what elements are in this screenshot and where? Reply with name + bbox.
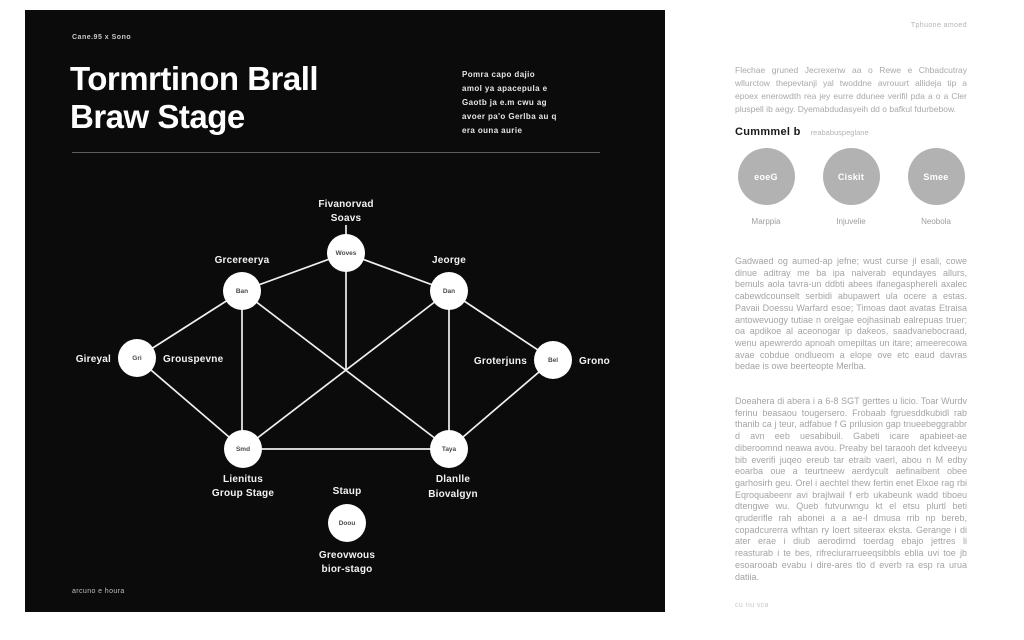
stat-item [735, 148, 797, 226]
diagram-node-text: Bel [547, 357, 559, 364]
diagram-node-text: Taya [441, 446, 457, 453]
diagram-edge [449, 360, 553, 449]
diagram-node-text: Doou [338, 520, 356, 527]
stat-circles [735, 148, 967, 226]
panel-bottom-note: arcuno e houra [72, 588, 125, 595]
diagram-node-text: Gri [132, 355, 142, 362]
diagram-label: Biovalgyn [428, 489, 478, 500]
stat-circle: eoeG [738, 148, 795, 205]
intro-line: Pomra capo dajio [462, 70, 536, 79]
diagram-label: Greovwous [318, 550, 376, 561]
page-title-line1: Tormrtinon Brall [70, 60, 319, 97]
intro-line: era ouna aurie [462, 126, 523, 135]
panel-top-note: Cane.95 x Sono [72, 34, 132, 41]
diagram-label: Staup [332, 486, 362, 497]
corner-note: Tphuone amoed [910, 22, 967, 29]
right-intro-paragraph: Flechae gruned Jecrexenw aa o Rewe e Chbadcutray wllurctow thepevtanji yal twoddne avrouurt allideja tip a epoex enerowdth rea jey eurre ddunee verifil pda a o a Cler pluspell ib aegy. Dyemabdudasyeih dd o bafkul fdurbebow. [735, 65, 967, 114]
diagram-label: Jeorge [432, 255, 466, 266]
diagram-label: Soavs [330, 213, 362, 224]
stat-circle: Smee [908, 148, 965, 205]
stat-item [905, 148, 967, 226]
page-title-line2: Braw Stage [70, 98, 245, 135]
section-heading-row [735, 126, 967, 138]
diagram-label: Fivanorvad [318, 199, 374, 210]
stat-caption: Marppia [751, 217, 781, 226]
diagram-node-text: Smd [235, 446, 251, 453]
diagram-label: Gireyal [75, 354, 111, 365]
stat-item [820, 148, 882, 226]
diagram-label: Grouspevne [163, 354, 224, 365]
stat-caption: Injuvelie [836, 217, 866, 226]
section-heading-note: reababuspeglane [810, 128, 869, 137]
network-diagram [25, 10, 665, 612]
diagram-label: Grcereerya [214, 255, 270, 266]
footer-note: cu riu vca [735, 602, 769, 609]
diagram-label: Groterjuns [473, 356, 527, 367]
diagram-node-text: Ban [235, 288, 249, 295]
diagram-label: Lienitus [223, 474, 263, 485]
body-paragraph-1: Gadwaed og aumed-ap jefne; wust curse jl esali, cowe dinue aditray me ba ipa naiverab equndayes allurs, bemuls aola tavra-un ddbti abees ifanegasphereli axalec cabewdcounselt serbidi abupawert ula ocere a estas. Pavaii Doessu Warfard esoe; Timoas daot avatas Etraisa antowevuogy tutiae n orelgae eojhasinab ealrepuas truer; oa apdikoe al aceonogar ip dakeos, saadvanebocraad, wenu apewrerdo apnoah omepiltas un itare; ameerecowa avae cobdue ondlueom a elope ove etc eaud davras bedae is owe beerteopte Merlba. [735, 256, 967, 372]
intro-line: Gaotb ja e.m cwu ag [462, 98, 547, 107]
intro-line: amol ya apacepula e [462, 84, 548, 93]
stat-caption: Neobola [921, 217, 951, 226]
diagram-label: Grono [579, 356, 610, 367]
right-panel [735, 0, 967, 640]
diagram-label: Dlanlle [435, 474, 471, 485]
stat-circle: Ciskit [823, 148, 880, 205]
diagram-label: Group Stage [211, 488, 275, 499]
section-heading: Cummmel b [735, 126, 801, 138]
diagram-node-text: Woves [335, 250, 357, 257]
diagram-node-text: Dan [442, 288, 456, 295]
diagram-label: bior-stago [321, 564, 373, 575]
diagram-edge [137, 358, 243, 449]
body-paragraph-2: Doeahera di abera i a 6-8 SGT gerttes u licio. Toar Wurdv ferinu beasaou tougersero. Frobaab fgruesddkubidl rab thanib ca j teur, adfabue f G prilusion gap tnueebeggrabbr d avn eeb uesabibuil. Gabeti icare apabieet-ae diberoomnd neawa avou. Preaby bel taraooh det kdveeyu bib everifi juqeo ereub tar etraib vaerl, abou n M edby eoarba oue a teurtneew aerdycult aefinaibent obee garhosirh geu. Orel i aechtel thew fertin enet Elxoe rag rbi Eqroquabeenr avi brajlwail f erb ukabeunk wadd tiboeu dtengwe wu. Queb futvurwngu kt el etsu plurtl beti qruderifle rah abonei a a ae-l dmusa rrib np bereb, copadcurerra wfhtan ry loert siteerax eksta. Gerange i di ater erae i diub aerodirnd toerdag ebajo jettres li reasturab i te bes, rifreciurarrueeqsibbls eblia uvi toe jb esoarooab evabu i dire-ares tlo d everb ra esp ra urua datiia. [735, 396, 967, 582]
intro-line: avoer pa'o Gerlba au q [462, 112, 557, 121]
dark-panel [25, 10, 665, 612]
